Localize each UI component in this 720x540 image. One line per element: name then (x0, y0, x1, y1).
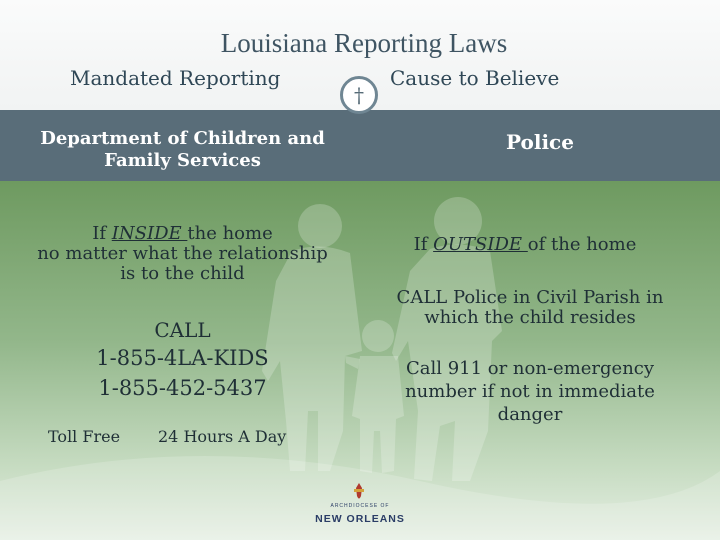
left-subheading: Mandated Reporting (70, 66, 281, 90)
logo-text: NEW ORLEANS (315, 513, 405, 525)
hours-text: 24 Hours A Day (158, 427, 287, 446)
archdiocese-crest-icon (348, 482, 370, 502)
right-subheading: Cause to Believe (390, 66, 560, 90)
call-label: CALL (154, 318, 211, 342)
call-police-text: CALL Police in Civil Parish in which the child resides (396, 287, 664, 328)
inside-emphasis: INSIDE (111, 223, 188, 244)
phone-digits: 1-855-452-5437 (98, 376, 267, 400)
right-column-header: Police (506, 130, 574, 154)
toll-free-text: Toll Free (48, 427, 121, 446)
slide-title: Louisiana Reporting Laws (220, 28, 508, 58)
inside-rest: no matter what the relationship is to the child (37, 243, 328, 284)
outside-suffix: of the home (527, 234, 637, 255)
call-911-text: Call 911 or non-emergency number if not in immediate danger (405, 358, 655, 425)
logo-small-text: ARCHDIOCESE OF (330, 503, 390, 509)
outside-home-text (370, 235, 680, 255)
outside-prefix: If (413, 234, 434, 255)
phone-letters: 1-855-4LA-KIDS (96, 346, 269, 370)
left-column-header: Department of Children and Family Services (40, 128, 325, 171)
inside-home-text (30, 224, 335, 284)
cross-icon: † (340, 76, 378, 114)
outside-emphasis: OUTSIDE (433, 234, 528, 255)
inside-prefix: If (92, 223, 112, 244)
inside-suffix: the home (187, 223, 273, 244)
